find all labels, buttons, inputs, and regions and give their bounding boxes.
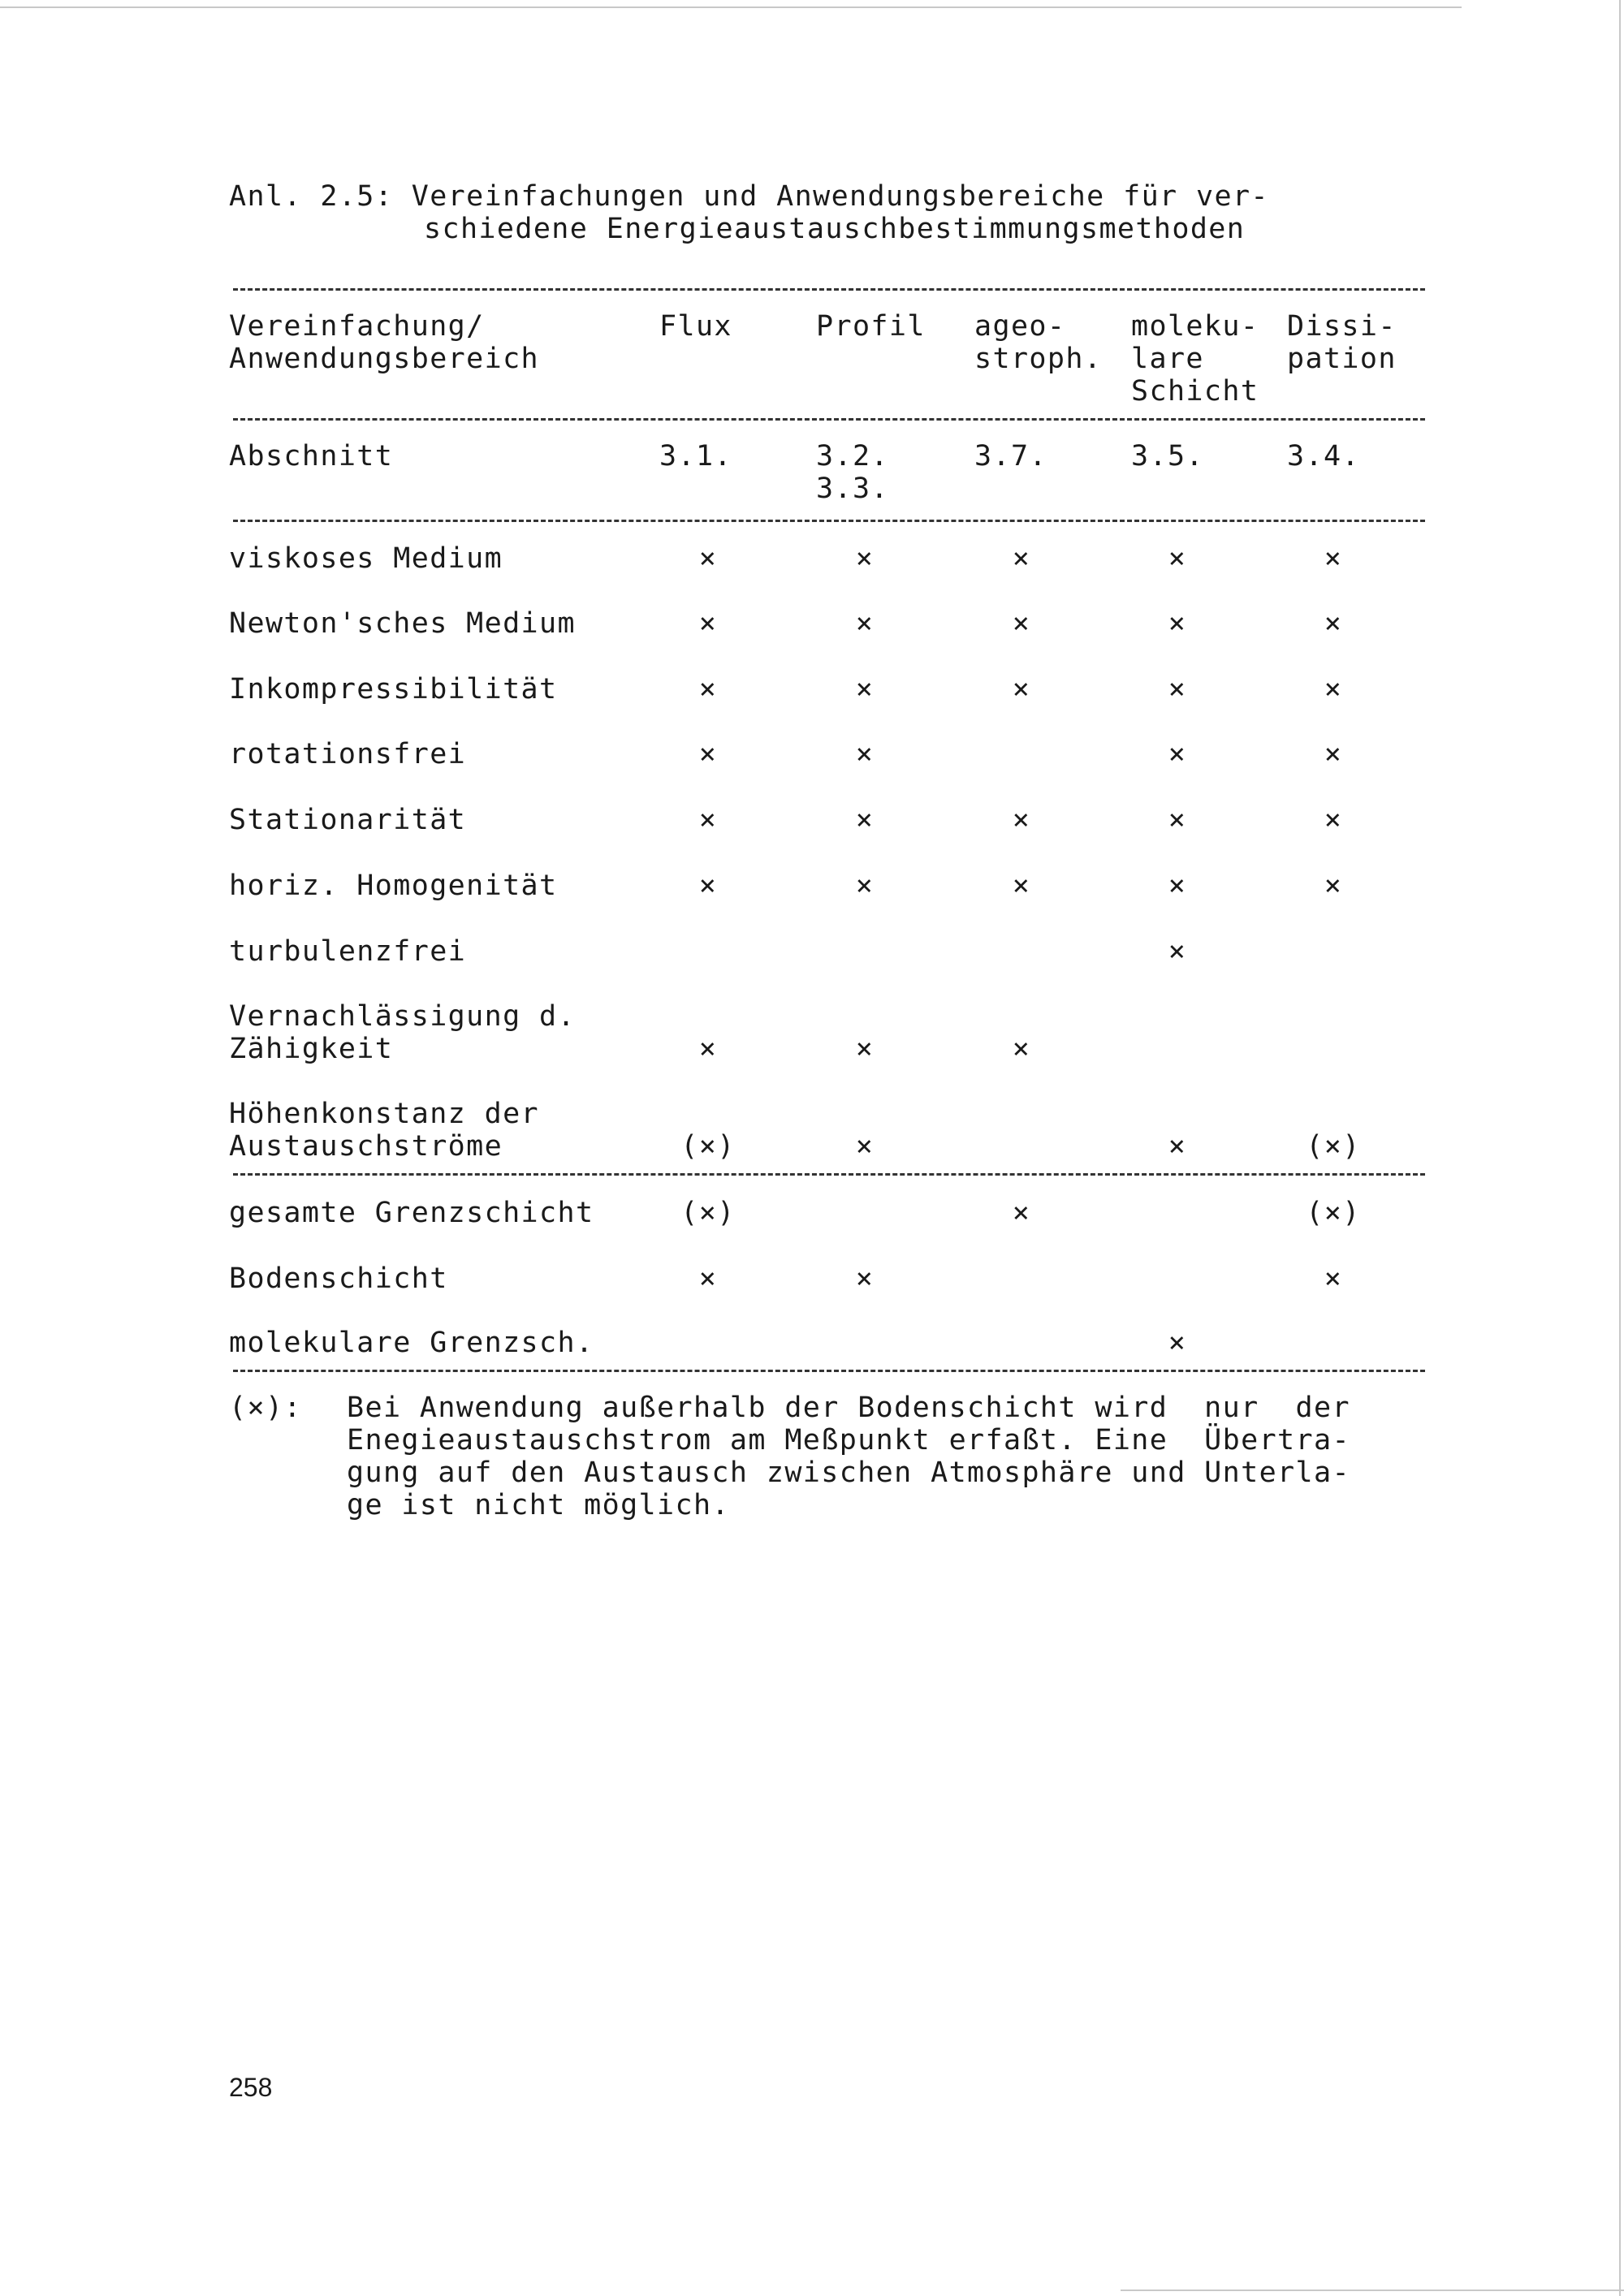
- page-number: 258: [229, 2073, 273, 2102]
- cell-flux: ×: [698, 1033, 718, 1065]
- abschnitt-profil-line-2: 3.3.: [816, 473, 889, 505]
- row-label: horiz. Homogenität: [229, 870, 558, 902]
- cell-profil: ×: [855, 1033, 875, 1065]
- row-label-line-1: Vernachlässigung d.: [229, 1000, 576, 1033]
- row-label: Newton'sches Medium: [229, 607, 576, 640]
- footnote-line-2: Enegieaustauschstrom am Meßpunkt erfaßt. Eine Übertra-: [347, 1424, 1350, 1457]
- cell-flux: (×): [680, 1197, 736, 1229]
- cell-dissi: ×: [1324, 738, 1343, 770]
- table-rule-top: [233, 288, 1425, 291]
- cell-ageo: ×: [1012, 1033, 1031, 1065]
- row-label-line-1: Höhenkonstanz der: [229, 1098, 540, 1130]
- row-label: turbulenzfrei: [229, 935, 467, 968]
- cell-profil: ×: [855, 607, 875, 640]
- footnote-line-1: Bei Anwendung außerhalb der Bodenschicht wird nur der: [347, 1392, 1350, 1424]
- header-molek-line-2: lare: [1131, 343, 1204, 375]
- cell-profil: ×: [855, 1130, 875, 1163]
- table-rule-abschnitt: [233, 520, 1425, 522]
- cell-molek: ×: [1168, 935, 1187, 968]
- table-rule-domain: [233, 1173, 1425, 1176]
- abschnitt-profil-line-1: 3.2.: [816, 440, 889, 473]
- header-first-col-line-1: Vereinfachung/: [229, 310, 485, 343]
- header-dissi-line-1: Dissi-: [1287, 310, 1397, 343]
- cell-profil: ×: [855, 870, 875, 902]
- row-label-line-2: Austauschströme: [229, 1130, 503, 1163]
- cell-molek: ×: [1168, 738, 1187, 770]
- header-first-col-line-2: Anwendungsbereich: [229, 343, 540, 375]
- cell-flux: (×): [680, 1130, 736, 1163]
- cell-molek: ×: [1168, 673, 1187, 706]
- cell-ageo: ×: [1012, 542, 1031, 575]
- abschnitt-dissi: 3.4.: [1287, 440, 1360, 473]
- cell-flux: ×: [698, 804, 718, 836]
- cell-dissi: ×: [1324, 870, 1343, 902]
- cell-molek: ×: [1168, 1327, 1187, 1359]
- cell-dissi: (×): [1306, 1197, 1361, 1229]
- cell-dissi: ×: [1324, 542, 1343, 575]
- cell-molek: ×: [1168, 542, 1187, 575]
- footnote-marker: (×):: [229, 1392, 302, 1424]
- cell-ageo: ×: [1012, 1197, 1031, 1229]
- abschnitt-flux: 3.1.: [659, 440, 732, 473]
- cell-profil: ×: [855, 542, 875, 575]
- table-rule-header: [233, 418, 1425, 421]
- row-label: gesamte Grenzschicht: [229, 1197, 594, 1229]
- cell-flux: ×: [698, 607, 718, 640]
- cell-molek: ×: [1168, 607, 1187, 640]
- cell-flux: ×: [698, 542, 718, 575]
- header-profil: Profil: [816, 310, 926, 343]
- table-rule-bottom: [233, 1370, 1425, 1372]
- cell-dissi: ×: [1324, 607, 1343, 640]
- table-caption-line-1: Anl. 2.5: Vereinfachungen und Anwendungsbereiche für ver-: [229, 180, 1269, 213]
- cell-flux: ×: [698, 738, 718, 770]
- scan-edge-right: [1619, 0, 1621, 2296]
- row-label: molekulare Grenzsch.: [229, 1327, 594, 1359]
- cell-profil: ×: [855, 673, 875, 706]
- cell-flux: ×: [698, 870, 718, 902]
- header-molek-line-1: moleku-: [1131, 310, 1259, 343]
- row-label: Bodenschicht: [229, 1262, 448, 1295]
- cell-dissi: ×: [1324, 1262, 1343, 1295]
- row-label: rotationsfrei: [229, 738, 467, 770]
- row-label: Inkompressibilität: [229, 673, 558, 706]
- cell-ageo: ×: [1012, 870, 1031, 902]
- header-ageo-line-2: stroph.: [974, 343, 1103, 375]
- abschnitt-ageo: 3.7.: [974, 440, 1047, 473]
- cell-profil: ×: [855, 738, 875, 770]
- cell-profil: ×: [855, 1262, 875, 1295]
- cell-molek: ×: [1168, 1130, 1187, 1163]
- cell-profil: ×: [855, 804, 875, 836]
- scan-edge-bottom: [1121, 2290, 1624, 2291]
- header-molek-line-3: Schicht: [1131, 375, 1259, 408]
- footnote-line-3: gung auf den Austausch zwischen Atmosphäre und Unterla-: [347, 1457, 1350, 1489]
- cell-flux: ×: [698, 1262, 718, 1295]
- cell-ageo: ×: [1012, 804, 1031, 836]
- table-caption-line-2: schiedene Energieaustauschbestimmungsmethoden: [424, 213, 1246, 245]
- cell-dissi: ×: [1324, 673, 1343, 706]
- scan-edge-top: [0, 6, 1462, 8]
- cell-flux: ×: [698, 673, 718, 706]
- footnote-line-4: ge ist nicht möglich.: [347, 1489, 730, 1521]
- row-label: viskoses Medium: [229, 542, 503, 575]
- row-label-line-2: Zähigkeit: [229, 1033, 394, 1065]
- abschnitt-label: Abschnitt: [229, 440, 394, 473]
- cell-dissi: ×: [1324, 804, 1343, 836]
- row-label: Stationarität: [229, 804, 467, 836]
- cell-ageo: ×: [1012, 607, 1031, 640]
- cell-molek: ×: [1168, 870, 1187, 902]
- abschnitt-molek: 3.5.: [1131, 440, 1204, 473]
- header-ageo-line-1: ageo-: [974, 310, 1066, 343]
- header-dissi-line-2: pation: [1287, 343, 1397, 375]
- cell-molek: ×: [1168, 804, 1187, 836]
- header-flux: Flux: [659, 310, 732, 343]
- cell-dissi: (×): [1306, 1130, 1361, 1163]
- cell-ageo: ×: [1012, 673, 1031, 706]
